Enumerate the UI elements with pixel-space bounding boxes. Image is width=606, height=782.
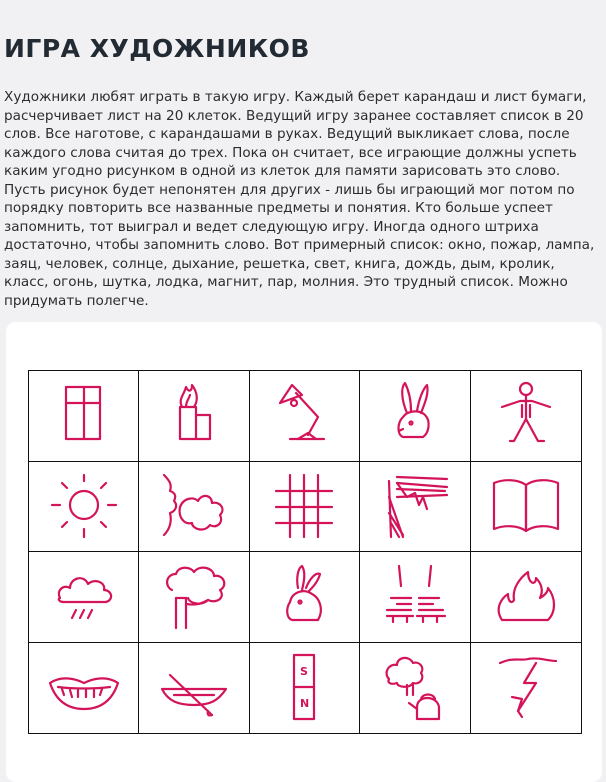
grid-cell-smoke [139, 552, 249, 643]
grid-cell-classroom [360, 552, 470, 643]
steam-icon [367, 649, 463, 727]
article-title: ИГРА ХУДОЖНИКОВ [4, 34, 310, 63]
breath-icon [146, 467, 242, 545]
grid-cell-rain [29, 552, 139, 643]
magnet-pole-s: S [300, 664, 309, 678]
flame-icon [478, 558, 574, 636]
book-icon [478, 467, 574, 545]
grid-cell-flame [471, 552, 581, 643]
grid-cell-window [29, 371, 139, 462]
grid-cell-hare [360, 371, 470, 462]
joke-icon [36, 649, 132, 727]
grid-cell-rabbit [250, 552, 360, 643]
grid-icon [256, 467, 352, 545]
rabbit-icon [256, 558, 352, 636]
article-body: Художники любят играть в такую игру. Каждый берет карандаш и лист бумаги, расчерчивает лист на 20 клеток. Ведущий игру заранее составляет список в 20 слов. Все наготове, с карандашами в руках. Ведущий выкликает слова, после каждого слова считая до трех. Пока он считает, все играющие должны успеть каким угодно рисунком в одной из клеток для памяти зарисовать это слово. Пусть рисунок будет непонятен для других - лишь бы играющий мог потом по порядку повторить все названные предметы и понятия. Кто больше успеет запомнить, тот выиграл и ведет следующую игру. Иногда одного штриха достаточно, чтобы запомнить слово. Вот примерный список: окно, пожар, лампа, заяц, человек, солнце, дыхание, решетка, свет, книга, дождь, дым, кролик, класс, огонь, шутка, лодка, магнит, пар, молния. Это трудный список. Можно придумать полегче. [4, 89, 595, 309]
grid-cell-sun [29, 462, 139, 553]
grid-cell-joke [29, 643, 139, 734]
person-icon [478, 377, 574, 455]
magnet-icon [256, 649, 352, 727]
drawing-grid [28, 370, 582, 734]
light-icon [367, 467, 463, 545]
grid-cell-book [471, 462, 581, 553]
grid-cell-magnet [250, 643, 360, 734]
grid-cell-breath [139, 462, 249, 553]
sun-icon [36, 467, 132, 545]
grid-cell-lamp [250, 371, 360, 462]
window-icon [36, 377, 132, 455]
classroom-icon [367, 558, 463, 636]
fire-icon [146, 377, 242, 455]
grid-cell-person [471, 371, 581, 462]
lightning-icon [478, 649, 574, 727]
rain-icon [36, 558, 132, 636]
grid-cell-light [360, 462, 470, 553]
grid-cell-lightning [471, 643, 581, 734]
grid-cell-lattice [250, 462, 360, 553]
magnet-pole-n: N [300, 696, 310, 710]
smoke-icon [146, 558, 242, 636]
grid-cell-steam [360, 643, 470, 734]
grid-cell-boat [139, 643, 249, 734]
grid-cell-fire [139, 371, 249, 462]
illustration-card [6, 322, 602, 782]
hare-icon [367, 377, 463, 455]
boat-icon [146, 649, 242, 727]
lamp-icon [256, 377, 352, 455]
